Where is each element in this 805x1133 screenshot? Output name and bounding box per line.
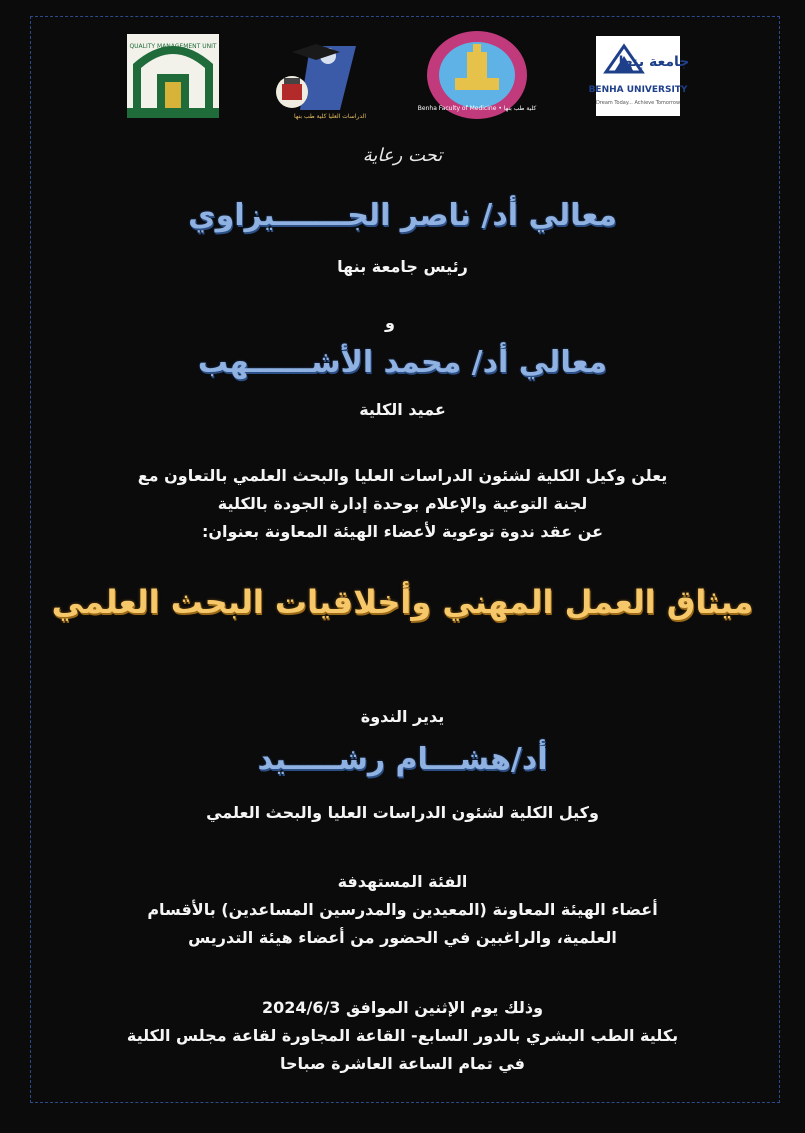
moderator-title: وكيل الكلية لشئون الدراسات العليا والبحث العلمي bbox=[206, 803, 599, 822]
patron1-name: معالي أد/ ناصر الجـــــــيزاوي bbox=[188, 198, 617, 233]
faculty-of-medicine-logo bbox=[417, 30, 537, 120]
moderator-label: يدير الندوة bbox=[360, 707, 445, 726]
audience-line-1: أعضاء الهيئة المعاونة (المعيدين والمدرسين المساعدين) بالأقسام bbox=[147, 900, 658, 919]
patron2-title: عميد الكلية bbox=[359, 400, 446, 419]
announcement-line-1: يعلن وكيل الكلية لشئون الدراسات العليا والبحث العلمي بالتعاون مع bbox=[137, 466, 668, 485]
svg-text:Dream Today... Achieve Tomorro: Dream Today... Achieve Tomorrow bbox=[595, 100, 681, 106]
benha-university-logo bbox=[588, 36, 690, 116]
under-patronage-text: تحت رعاية bbox=[362, 145, 443, 166]
audience-line-2: العلمية، والراغبين في الحضور من أعضاء هيئة التدريس bbox=[188, 928, 617, 947]
svg-text:الدراسات العليا كلية طب بنها: الدراسات العليا كلية طب بنها bbox=[294, 113, 366, 120]
moderator-name: أد/هشـــام رشـــــيد bbox=[257, 742, 548, 777]
svg-text:Benha Faculty of Medicine • كل: Benha Faculty of Medicine • كلية طب بنها bbox=[417, 105, 537, 112]
graduates-logo bbox=[270, 40, 366, 120]
patron1-title: رئيس جامعة بنها bbox=[337, 257, 468, 276]
svg-text:QUALITY MANAGEMENT UNIT: QUALITY MANAGEMENT UNIT bbox=[129, 43, 217, 50]
quality-unit-logo bbox=[127, 34, 219, 118]
svg-text:BENHA UNIVERSITY: BENHA UNIVERSITY bbox=[588, 85, 688, 95]
logos-row bbox=[0, 32, 805, 124]
announcement-line-3: عن عقد ندوة توعوية لأعضاء الهيئة المعاونة بعنوان: bbox=[201, 522, 604, 541]
announcement-line-2: لجنة التوعية والإعلام بوحدة إدارة الجودة بالكلية bbox=[217, 494, 588, 513]
details-date: وذلك يوم الإثنين الموافق 2024/6/3 bbox=[261, 998, 544, 1017]
seminar-title: ميثاق العمل المهني وأخلاقيات البحث العلمي bbox=[51, 583, 754, 621]
svg-text:جامعة بنها: جامعة بنها bbox=[618, 54, 690, 70]
audience-label: الفئة المستهدفة bbox=[337, 872, 468, 891]
details-time: في تمام الساعة العاشرة صباحا bbox=[279, 1054, 526, 1073]
patron2-name: معالي أد/ محمد الأشــــــهب bbox=[197, 345, 608, 380]
details-location: بكلية الطب البشري بالدور السابع- القاعة المجاورة لقاعة مجلس الكلية bbox=[126, 1026, 679, 1045]
and-connector: و bbox=[385, 313, 395, 332]
